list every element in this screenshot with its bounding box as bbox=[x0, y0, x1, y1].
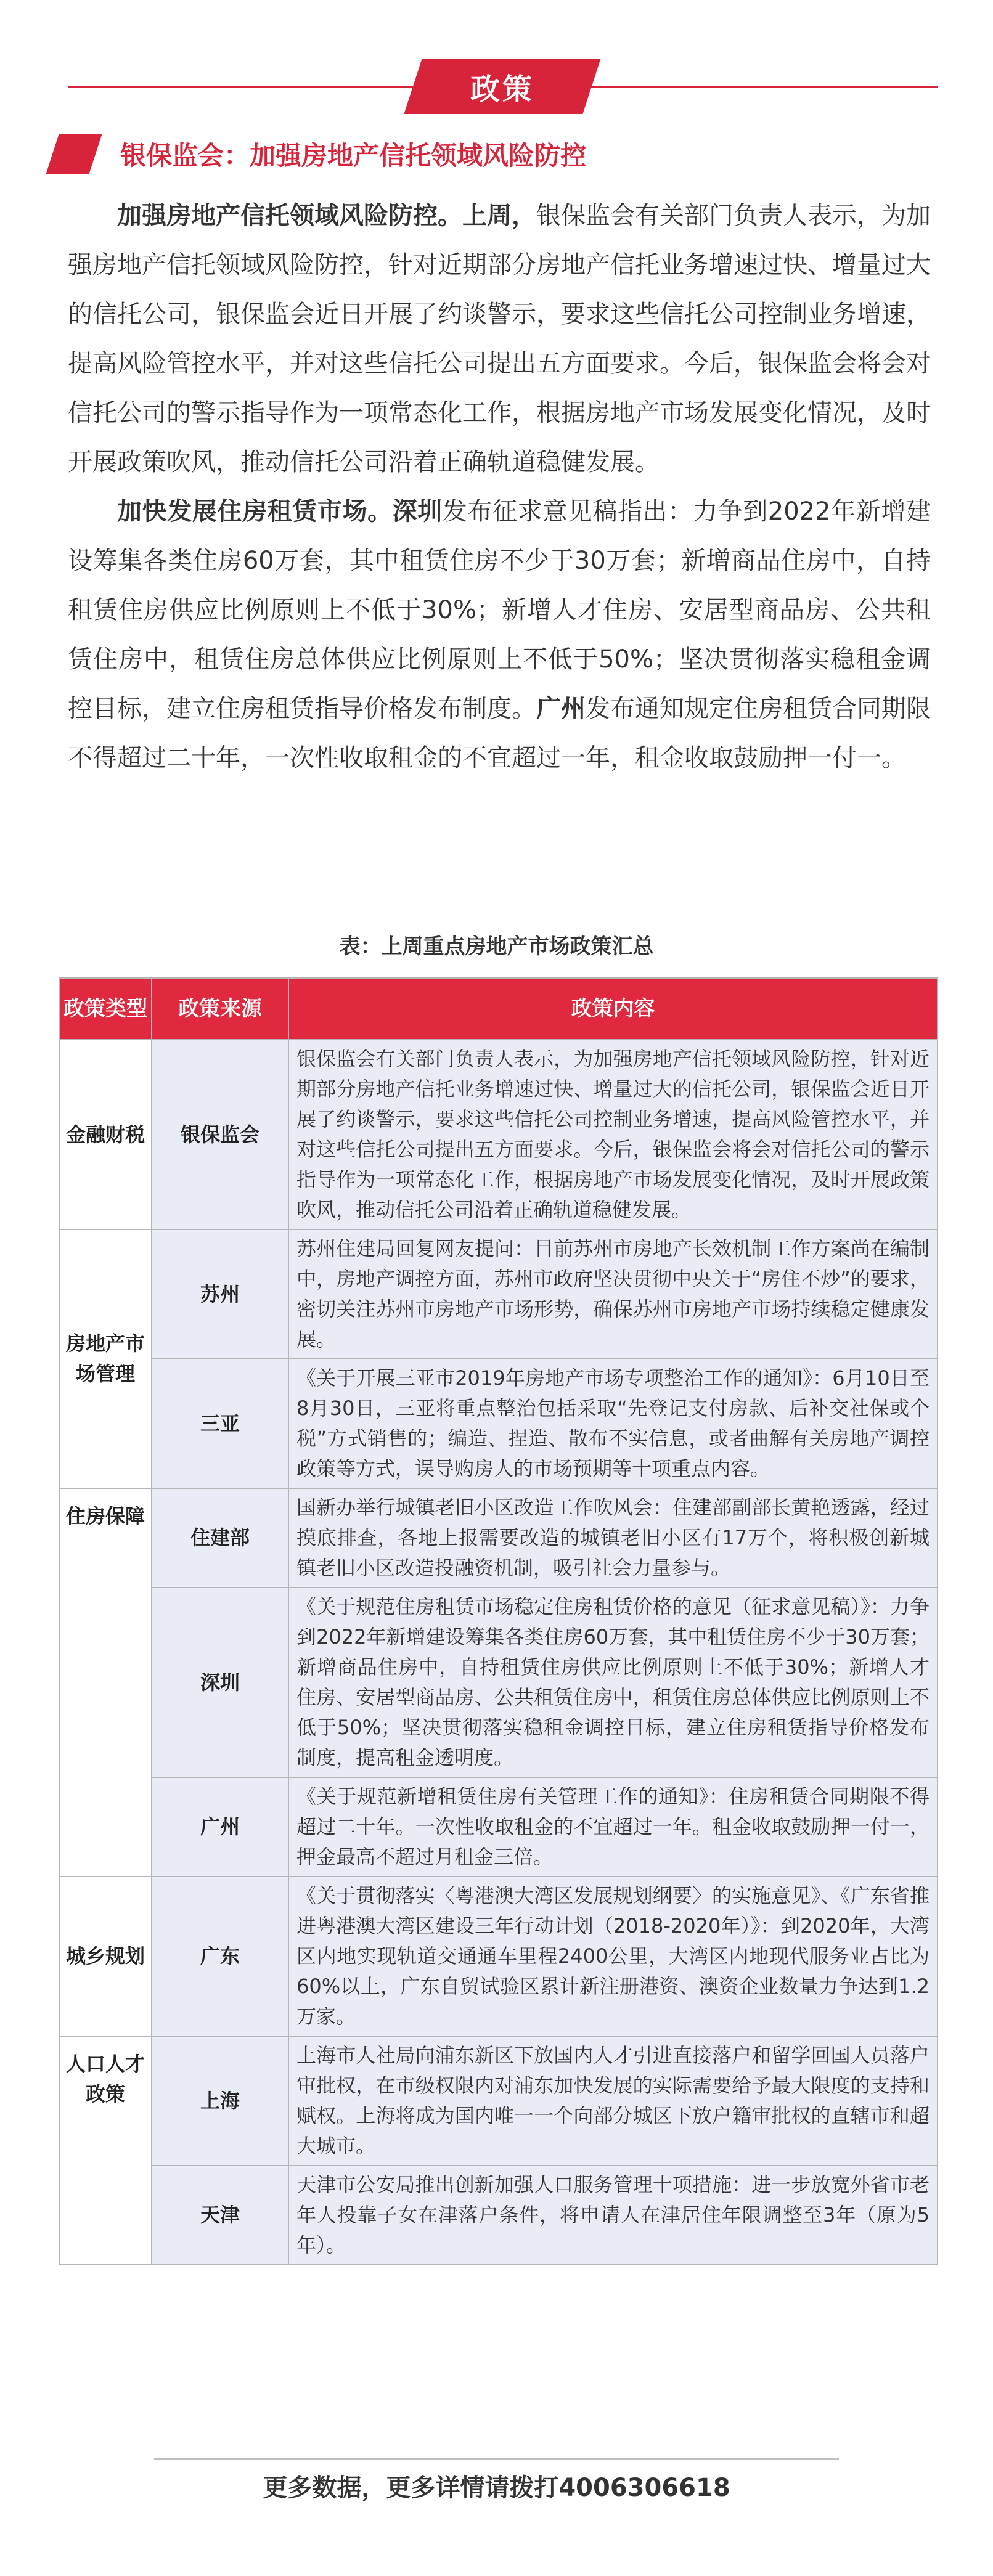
table-row bbox=[59, 1359, 938, 1488]
paragraph-rental-market bbox=[68, 487, 931, 783]
footer-rule bbox=[154, 2458, 839, 2460]
table-row bbox=[59, 1040, 938, 1229]
banner-label: 政策 bbox=[470, 71, 534, 107]
section-title-text: 银保监会：加强房地产信托领域风险防控 bbox=[120, 141, 587, 171]
content-cell: 银保监会有关部门负责人表示，为加强房地产信托领域风险防控，针对近期部分房地产信托业务增速过快、增量过大的信托公司，银保监会近日开展了约谈警示，要求这些信托公司控制业务增速，提高风险管控水平，并对这些信托公司提出五方面要求。今后，银保监会将会对信托公司的警示指导作为一项常态化工作，根据房地产市场发展变化情况，及时开展政策吹风，推动信托公司沿着正确轨道稳健发展。 bbox=[288, 1040, 938, 1229]
section-title bbox=[52, 129, 952, 179]
policy-table bbox=[59, 977, 938, 2265]
table-row bbox=[59, 2166, 938, 2265]
content-cell: 国新办举行城镇老旧小区改造工作吹风会：住建部副部长黄艳透露，经过摸底排查，各地上报需要改造的城镇老旧小区有17万个，将积极创新城镇老旧小区改造投融资机制，吸引社会力量参与。 bbox=[288, 1488, 938, 1588]
category-cell: 城乡规划 bbox=[59, 1877, 152, 2036]
article-body bbox=[68, 191, 931, 783]
content-cell: 天津市公安局推出创新加强人口服务管理十项措施：进一步放宽外省市老年人投靠子女在津落户条件，将申请人在津居住年限调整至3年（原为5年）。 bbox=[288, 2166, 938, 2265]
paragraph-text: 银保监会有关部门负责人表示，为加强房地产信托领域风险防控，针对近期部分房地产信托业务增速过快、增量过大的信托公司，银保监会近日开展了约谈警示，要求这些信托公司控制业务增速，提高风险管控水平，并对这些信托公司提出五方面要求。今后，银保监会将会对信托公司的警示指导作为一项常态化工作，根据房地产市场发展变化情况，及时开展政策吹风，推动信托公司沿着正确轨道稳健发展。 bbox=[68, 202, 931, 476]
table-caption: 表：上周重点房地产市场政策汇总 bbox=[339, 934, 654, 959]
content-cell: 《关于开展三亚市2019年房地产市场专项整治工作的通知》：6月10日至8月30日，三亚将重点整治包括采取“先登记支付房款、后补交社保或个税”方式销售的；编造、捏造、散布不实信息，或者曲解有关房地产调控政策等方式，误导购房人的市场预期等十项重点内容。 bbox=[288, 1359, 938, 1488]
section-flag-icon bbox=[46, 134, 102, 174]
category-cell: 住房保障 bbox=[59, 1488, 152, 1877]
category-cell: 金融财税 bbox=[59, 1040, 152, 1229]
source-cell: 天津 bbox=[152, 2166, 288, 2265]
paragraph-trust-risk bbox=[68, 191, 931, 487]
header-policy-content: 政策内容 bbox=[288, 978, 938, 1040]
content-cell: 《关于贯彻落实〈粤港澳大湾区发展规划纲要〉的实施意见》、《广东省推进粤港澳大湾区建设三年行动计划（2018-2020年）》：到2020年，大湾区内地实现轨道交通通车里程2400公里，大湾区内地现代服务业占比为60%以上，广东自贸试验区累计新注册港资、澳资企业数量力争达到1.2万家。 bbox=[288, 1877, 938, 2036]
header-policy-source: 政策来源 bbox=[152, 978, 288, 1040]
source-cell: 银保监会 bbox=[152, 1040, 288, 1229]
source-cell: 苏州 bbox=[152, 1229, 288, 1359]
source-cell: 广州 bbox=[152, 1777, 288, 1877]
category-cell: 房地产市场管理 bbox=[59, 1229, 152, 1488]
source-cell: 上海 bbox=[152, 2036, 288, 2166]
content-cell: 《关于规范住房租赁市场稳定住房租赁价格的意见（征求意见稿）》：力争到2022年新增建设筹集各类住房60万套，其中租赁住房不少于30万套；新增商品住房中，自持租赁住房供应比例原则上不低于30%；新增人才住房、安居型商品房、公共租赁住房中，租赁住房总体供应比例原则上不低于50%；坚决贯彻落实稳租金调控目标，建立住房租赁指导价格发布制度，提高租金透明度。 bbox=[288, 1588, 938, 1777]
header-policy-type: 政策类型 bbox=[59, 978, 152, 1040]
table-row bbox=[59, 1488, 938, 1588]
source-cell: 广东 bbox=[152, 1877, 288, 2036]
table-row bbox=[59, 2036, 938, 2166]
paragraph-lead-guangzhou: 广州 bbox=[536, 695, 586, 723]
table-row bbox=[59, 1229, 938, 1359]
paragraph-lead: 加快发展住房租赁市场。深圳 bbox=[117, 497, 443, 526]
table-header-row bbox=[59, 978, 938, 1040]
content-cell: 苏州住建局回复网友提问：目前苏州市房地产长效机制工作方案尚在编制中，房地产调控方面，苏州市政府坚决贯彻中央关于“房住不炒”的要求，密切关注苏州市房地产市场形势，确保苏州市房地产市场持续稳定健康发展。 bbox=[288, 1229, 938, 1359]
content-cell: 《关于规范新增租赁住房有关管理工作的通知》：住房租赁合同期限不得超过二十年。一次性收取租金的不宜超过一年。租金收取鼓励押一付一，押金最高不超过月租金三倍。 bbox=[288, 1777, 938, 1877]
table-row bbox=[59, 1877, 938, 2036]
table-row bbox=[59, 1588, 938, 1777]
source-cell: 三亚 bbox=[152, 1359, 288, 1488]
header-banner bbox=[0, 59, 993, 114]
category-cell: 人口人才政策 bbox=[59, 2036, 152, 2265]
paragraph-text: 发布通知规定住房租赁合同期限不得超过二十年，一次性收取租金的不宜超过一年，租金收取鼓励押一付一。 bbox=[68, 695, 931, 772]
paragraph-lead: 加强房地产信托领域风险防控。上周， bbox=[117, 202, 536, 230]
paragraph-text: 发布征求意见稿指出：力争到2022年新增建设筹集各类住房60万套，其中租赁住房不少于30万套；新增商品住房中，自持租赁住房供应比例原则上不低于30%；新增人才住房、安居型商品房、公共租赁住房中，租赁住房总体供应比例原则上不低于50%；坚决贯彻落实稳租金调控目标，建立住房租赁指导价格发布制度。 bbox=[68, 497, 931, 723]
footer-contact: 更多数据，更多详情请拨打4006306618 bbox=[263, 2474, 730, 2502]
source-cell: 住建部 bbox=[152, 1488, 288, 1588]
source-cell: 深圳 bbox=[152, 1588, 288, 1777]
table-row bbox=[59, 1777, 938, 1877]
content-cell: 上海市人社局向浦东新区下放国内人才引进直接落户和留学回国人员落户审批权，在市级权限内对浦东加快发展的实际需要给予最大限度的支持和赋权。上海将成为国内唯一一个向部分城区下放户籍审批权的直辖市和超大城市。 bbox=[288, 2036, 938, 2166]
